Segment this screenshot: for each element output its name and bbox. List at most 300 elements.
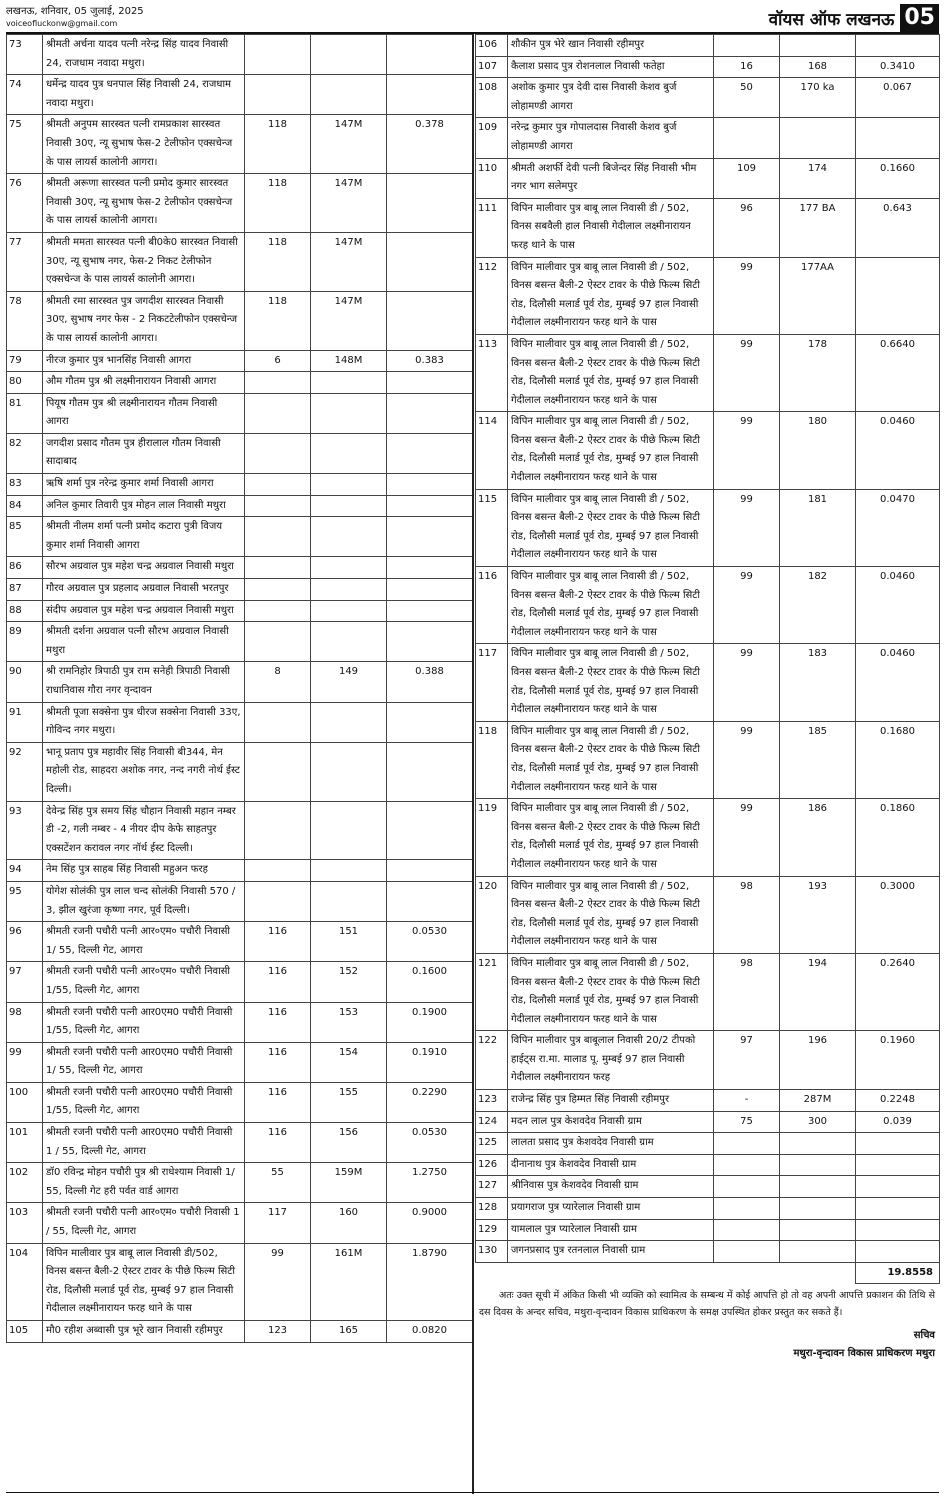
table-row <box>476 567 940 644</box>
area-hectare <box>387 702 473 742</box>
owner-details: श्रीमती दर्शना अग्रवाल पत्नी सौरभ अग्रवाल निवासी मथुरा <box>43 622 245 662</box>
khasra-no: 196 <box>780 1031 856 1090</box>
area-hectare: 0.1660 <box>856 158 940 198</box>
table-row <box>476 56 940 78</box>
khasra-no <box>780 1219 856 1241</box>
khasra-no: 174 <box>780 158 856 198</box>
table-row <box>7 474 473 496</box>
khasra-group: 99 <box>714 644 780 721</box>
owner-details: विपिन मालीवार पुत्र बाबू लाल निवासी डी/502, विनस बसन्त बैली-2 ऐस्टर टावर के पीछे फिल्म सिटी रोड, दिलौसी मलार्ड पूर्व रोड, मुम्बई 97 हाल निवासी गेदीलाल लक्ष्मीनारायन फरह थाने के पास <box>43 1243 245 1320</box>
khasra-group: 16 <box>714 56 780 78</box>
khasra-group: 118 <box>245 115 311 174</box>
area-hectare <box>387 742 473 801</box>
area-hectare: 0.3000 <box>856 876 940 953</box>
khasra-group <box>714 1198 780 1220</box>
khasra-group: 99 <box>714 257 780 334</box>
khasra-group <box>714 1241 780 1263</box>
area-hectare <box>387 291 473 350</box>
owner-details: श्रीनिवास पुत्र केशवदेव निवासी ग्राम <box>508 1176 714 1198</box>
serial-no: 74 <box>7 75 43 115</box>
khasra-no <box>311 35 387 75</box>
area-hectare: 0.388 <box>387 662 473 702</box>
left-table <box>6 34 473 1343</box>
table-row <box>476 1176 940 1198</box>
khasra-group <box>714 118 780 158</box>
area-hectare <box>387 801 473 860</box>
serial-no: 83 <box>7 474 43 496</box>
khasra-group <box>245 860 311 882</box>
serial-no: 106 <box>476 35 508 57</box>
khasra-no: 149 <box>311 662 387 702</box>
serial-no: 101 <box>7 1123 43 1163</box>
khasra-no: 178 <box>780 334 856 411</box>
footer-rule <box>6 1492 939 1493</box>
masthead <box>769 4 939 32</box>
table-row <box>476 1031 940 1090</box>
khasra-group: 116 <box>245 1082 311 1122</box>
owner-details: धर्मेन्द्र यादव पुत्र धनपाल सिंह निवासी 24, राजधाम नवादा मथुरा। <box>43 75 245 115</box>
owner-details: विपिन मालीवार पुत्र बाबूलाल निवासी 20/2 टीपको हाईट्स रा.मा. मालाड पू. मुम्बई 97 हाल निवासी गेदीलाल लक्ष्मीनारायन फरह <box>508 1031 714 1090</box>
owner-details: अनिल कुमार तिवारी पुत्र मोहन लाल निवासी मथुरा <box>43 495 245 517</box>
khasra-group <box>245 35 311 75</box>
table-row <box>476 644 940 721</box>
area-hectare <box>387 579 473 601</box>
khasra-no <box>311 75 387 115</box>
owner-details: देवेन्द्र सिंह पुत्र समय सिंह चौहान निवासी महान नम्बर डी -2, गली नम्बर - 4 नीयर दीप केफे साहतपुर एक्सटेंशन करावल नगर नॉर्थ ईस्ट दिल्ली। <box>43 801 245 860</box>
owner-details: प्रयागराज पुत्र प्यारेलाल निवासी ग्राम <box>508 1198 714 1220</box>
serial-no: 108 <box>476 78 508 118</box>
serial-no: 124 <box>476 1111 508 1133</box>
area-hectare <box>387 474 473 496</box>
khasra-no: 186 <box>780 799 856 876</box>
owner-details: श्रीमती ममता सारस्वत पत्नी बी0के0 सारस्वत निवासी 30ए, न्यू सुभाष नगर, फेस-2 निकट टेलीफोन एक्सचेन्ज के पास लायर्स कालोनी आगरा। <box>43 232 245 291</box>
serial-no: 94 <box>7 860 43 882</box>
table-row <box>7 801 473 860</box>
owner-details: विपिन मालीवार पुत्र बाबू लाल निवासी डी / 502, विनस बसन्त बैली-2 ऐस्टर टावर के पीछे फिल्म सिटी रोड, दिलौसी मलार्ड पूर्व रोड, मुम्बई 97 हाल निवासी गेदीलाल लक्ष्मीनारायन फरह थाने के पास <box>508 721 714 798</box>
table-row <box>7 1123 473 1163</box>
area-hectare: 0.0460 <box>856 412 940 489</box>
owner-details: श्रीमती अरूणा सारस्वत पत्नी प्रमोद कुमार सारस्वत निवासी 30ए, न्यू सुभाष फेस-2 टेलीफोन एक्सचेन्ज के पास लायर्स कालोनी आगरा। <box>43 174 245 233</box>
table-row <box>7 557 473 579</box>
khasra-no <box>311 557 387 579</box>
khasra-group: 97 <box>714 1031 780 1090</box>
owner-details: नरेन्द्र कुमार पुत्र गोपालदास निवासी केशव बुर्ज लोहामण्डी आगरा <box>508 118 714 158</box>
serial-no: 103 <box>7 1203 43 1243</box>
khasra-no: 177 BA <box>780 198 856 257</box>
khasra-group: 118 <box>245 291 311 350</box>
khasra-no <box>311 622 387 662</box>
khasra-no: 177AA <box>780 257 856 334</box>
khasra-group: 99 <box>245 1243 311 1320</box>
serial-no: 93 <box>7 801 43 860</box>
table-row <box>476 1219 940 1241</box>
owner-details: कैलाश प्रसाद पुत्र रोशनलाल निवासी फतेहा <box>508 56 714 78</box>
area-hectare <box>387 557 473 579</box>
khasra-no <box>311 474 387 496</box>
owner-details: विपिन मालीवार पुत्र बाबू लाल निवासी डी / 502, विनस बसन्त बैली-2 ऐस्टर टावर के पीछे फिल्म सिटी रोड, दिलौसी मलार्ड पूर्व रोड, मुम्बई 97 हाल निवासी गेदीलाल लक्ष्मीनारायन फरह थाने के पास <box>508 334 714 411</box>
area-hectare <box>856 1154 940 1176</box>
serial-no: 128 <box>476 1198 508 1220</box>
khasra-no: 170 ka <box>780 78 856 118</box>
owner-details: विपिन मालीवार पुत्र बाबू लाल निवासी डी / 502, विनस बसन्त बैली-2 ऐस्टर टावर के पीछे फिल्म सिटी रोड, दिलौसी मलार्ड पूर्व रोड, मुम्बई 97 हाल निवासी गेदीलाल लक्ष्मीनारायन फरह थाने के पास <box>508 953 714 1030</box>
serial-no: 110 <box>476 158 508 198</box>
owner-details: शौकीन पुत्र भेरे खान निवासी रहीमपुर <box>508 35 714 57</box>
left-column <box>6 34 472 1343</box>
khasra-group: 75 <box>714 1111 780 1133</box>
owner-details: श्रीमती नीलम शर्मा पत्नी प्रमोद कटारा पुत्री विजय कुमार शर्मा निवासी आगरा <box>43 517 245 557</box>
table-row <box>7 75 473 115</box>
area-hectare: 0.2640 <box>856 953 940 1030</box>
serial-no: 91 <box>7 702 43 742</box>
owner-details: विपिन मालीवार पुत्र बाबू लाल निवासी डी / 502, विनस बसन्त बैली-2 ऐस्टर टावर के पीछे फिल्म सिटी रोड, दिलौसी मलार्ड पूर्व रोड, मुम्बई 97 हाल निवासी गेदीलाल लक्ष्मीनारायन फरह थाने के पास <box>508 257 714 334</box>
area-hectare: 0.0460 <box>856 567 940 644</box>
area-hectare <box>387 495 473 517</box>
signatory-designation: सचिव <box>913 1330 935 1342</box>
khasra-group <box>245 433 311 473</box>
khasra-no <box>311 702 387 742</box>
area-hectare: 0.0460 <box>856 644 940 721</box>
area-hectare: 0.378 <box>387 115 473 174</box>
area-hectare <box>387 393 473 433</box>
khasra-group <box>714 1154 780 1176</box>
khasra-no <box>311 433 387 473</box>
serial-no: 115 <box>476 489 508 566</box>
khasra-no: 194 <box>780 953 856 1030</box>
owner-details: विपिन मालीवार पुत्र बाबू लाल निवासी डी / 502, विनस बसन्त बैली-2 ऐस्टर टावर के पीछे फिल्म सिटी रोड, दिलौसी मलार्ड पूर्व रोड, मुम्बई 97 हाल निवासी गेदीलाल लक्ष्मीनारायन फरह थाने के पास <box>508 412 714 489</box>
area-hectare: 0.9000 <box>387 1203 473 1243</box>
area-hectare <box>856 118 940 158</box>
area-hectare <box>387 174 473 233</box>
serial-no: 86 <box>7 557 43 579</box>
serial-no: 95 <box>7 881 43 921</box>
serial-no: 80 <box>7 372 43 394</box>
serial-no: 125 <box>476 1133 508 1155</box>
area-hectare: 1.8790 <box>387 1243 473 1320</box>
serial-no: 85 <box>7 517 43 557</box>
table-row <box>7 1042 473 1082</box>
khasra-group <box>245 742 311 801</box>
table-row <box>476 257 940 334</box>
khasra-group <box>245 393 311 433</box>
table-row <box>7 433 473 473</box>
khasra-group: 99 <box>714 567 780 644</box>
area-hectare: 0.067 <box>856 78 940 118</box>
serial-no: 99 <box>7 1042 43 1082</box>
khasra-group <box>245 622 311 662</box>
serial-no: 90 <box>7 662 43 702</box>
table-row <box>7 393 473 433</box>
table-row <box>7 35 473 75</box>
khasra-no <box>311 579 387 601</box>
area-hectare <box>856 1133 940 1155</box>
owner-details: जगदीश प्रसाद गौतम पुत्र हीरालाल गौतम निवासी सादाबाद <box>43 433 245 473</box>
table-row <box>476 412 940 489</box>
serial-no: 76 <box>7 174 43 233</box>
brand-name: वॉयस ऑफ लखनऊ <box>768 9 895 30</box>
table-row <box>476 953 940 1030</box>
dateline: लखनऊ, शनिवार, 05 जुलाई, 2025 <box>6 6 144 17</box>
total-row <box>476 1262 940 1284</box>
serial-no: 79 <box>7 350 43 372</box>
khasra-group <box>245 517 311 557</box>
owner-details: श्रीमती रजनी पचौरी पत्नी आर0एम0 पचौरी निवासी 1/ 55, दिल्ली गेट, आगरा <box>43 1042 245 1082</box>
khasra-group: 96 <box>714 198 780 257</box>
khasra-group: 123 <box>245 1321 311 1343</box>
serial-no: 98 <box>7 1002 43 1042</box>
serial-no: 117 <box>476 644 508 721</box>
serial-no: 82 <box>7 433 43 473</box>
khasra-group <box>245 75 311 115</box>
area-hectare <box>387 372 473 394</box>
khasra-group <box>714 1219 780 1241</box>
table-row <box>476 1133 940 1155</box>
table-row <box>7 622 473 662</box>
owner-details: ऋषि शर्मा पुत्र नरेन्द्र कुमार शर्मा निवासी आगरा <box>43 474 245 496</box>
table-row <box>476 489 940 566</box>
owner-details: दीनानाथ पुत्र केशवदेव निवासी ग्राम <box>508 1154 714 1176</box>
table-row <box>7 1203 473 1243</box>
area-hectare <box>856 1198 940 1220</box>
khasra-no: 287M <box>780 1090 856 1112</box>
khasra-group: 116 <box>245 1123 311 1163</box>
serial-no: 105 <box>7 1321 43 1343</box>
khasra-no: 168 <box>780 56 856 78</box>
khasra-no <box>311 881 387 921</box>
khasra-no <box>780 118 856 158</box>
owner-details: विपिन मालीवार पुत्र बाबू लाल निवासी डी / 502, विनस बसन्त बैली-2 ऐस्टर टावर के पीछे फिल्म सिटी रोड, दिलौसी मलार्ड पूर्व रोड, मुम्बई 97 हाल निवासी गेदीलाल लक्ष्मीनारायन फरह थाने के पास <box>508 644 714 721</box>
khasra-no <box>780 1198 856 1220</box>
owner-details: श्रीमती रजनी पचौरी पत्नी आर0एम0 पचौरी निवासी 1/55, दिल्ली गेट, आगरा <box>43 1002 245 1042</box>
serial-no: 120 <box>476 876 508 953</box>
khasra-no <box>311 517 387 557</box>
khasra-no: 147M <box>311 232 387 291</box>
owner-details: नीरज कुमार पुत्र भानसिंह निवासी आगरा <box>43 350 245 372</box>
table-row <box>7 517 473 557</box>
area-hectare <box>856 1219 940 1241</box>
serial-no: 88 <box>7 600 43 622</box>
khasra-group <box>714 35 780 57</box>
owner-details: जगनप्रसाद पुत्र रतनलाल निवासी ग्राम <box>508 1241 714 1263</box>
serial-no: 118 <box>476 721 508 798</box>
table-row <box>476 1241 940 1263</box>
serial-no: 126 <box>476 1154 508 1176</box>
khasra-no <box>311 495 387 517</box>
owner-details: श्रीमती रजनी पचौरी पत्नी आर०एम० पचौरी निवासी 1/ 55, दिल्ली गेट, आगरा <box>43 922 245 962</box>
area-hectare <box>856 1176 940 1198</box>
table-row <box>7 662 473 702</box>
table-row <box>476 1154 940 1176</box>
table-row <box>476 876 940 953</box>
khasra-no <box>780 35 856 57</box>
khasra-group: 118 <box>245 174 311 233</box>
khasra-group: - <box>714 1090 780 1112</box>
area-hectare <box>387 232 473 291</box>
area-hectare: 0.1960 <box>856 1031 940 1090</box>
owner-details: श्रीमती अर्चना यादव पत्नी नरेन्द्र सिंह यादव निवासी 24, राजधाम नवादा मथुरा। <box>43 35 245 75</box>
owner-details: श्रीमती रजनी पचौरी पत्नी आर0एम0 पचौरी निवासी 1 / 55, दिल्ली गेट, आगरा <box>43 1123 245 1163</box>
khasra-no: 165 <box>311 1321 387 1343</box>
khasra-group: 116 <box>245 1042 311 1082</box>
table-row <box>7 174 473 233</box>
khasra-no <box>780 1133 856 1155</box>
area-hectare <box>387 75 473 115</box>
total-value: 19.8558 <box>856 1262 940 1284</box>
serial-no: 111 <box>476 198 508 257</box>
khasra-group: 99 <box>714 721 780 798</box>
area-hectare: 0.1910 <box>387 1042 473 1082</box>
owner-details: श्रीमती रजनी पचौरी पत्नी आर०एम० पचौरी निवासी 1 / 55, दिल्ली गेट, आगरा <box>43 1203 245 1243</box>
khasra-no: 161M <box>311 1243 387 1320</box>
area-hectare: 0.2248 <box>856 1090 940 1112</box>
khasra-group: 98 <box>714 953 780 1030</box>
owner-details: मौ0 रहीश अब्वासी पुत्र भूरे खान निवासी रहीमपुर <box>43 1321 245 1343</box>
page-number: 05 <box>900 4 939 32</box>
table-row <box>7 1002 473 1042</box>
owner-details: राजेन्द्र सिंह पुत्र हिम्मत सिंह निवासी रहीमपुर <box>508 1090 714 1112</box>
serial-no: 77 <box>7 232 43 291</box>
serial-no: 129 <box>476 1219 508 1241</box>
serial-no: 122 <box>476 1031 508 1090</box>
area-hectare: 0.0530 <box>387 922 473 962</box>
khasra-no: 181 <box>780 489 856 566</box>
khasra-group <box>245 881 311 921</box>
table-row <box>7 702 473 742</box>
table-row <box>7 232 473 291</box>
table-row <box>7 600 473 622</box>
area-hectare <box>387 433 473 473</box>
owner-details: नेम सिंह पुत्र साहब सिंह निवासी महुअन फरह <box>43 860 245 882</box>
table-row <box>476 158 940 198</box>
khasra-group: 99 <box>714 334 780 411</box>
khasra-no: 160 <box>311 1203 387 1243</box>
serial-no: 75 <box>7 115 43 174</box>
serial-no: 113 <box>476 334 508 411</box>
serial-no: 73 <box>7 35 43 75</box>
khasra-no: 183 <box>780 644 856 721</box>
serial-no: 81 <box>7 393 43 433</box>
owner-details: श्रीमती रजनी पचौरी पत्नी आर0एम0 पचौरी निवासी 1/55, दिल्ली गेट, आगरा <box>43 1082 245 1122</box>
serial-no: 130 <box>476 1241 508 1263</box>
table-row <box>476 198 940 257</box>
owner-details: श्रीमती अनुपम सारस्वत पत्नी रामप्रकाश सारस्वत निवासी 30ए, न्यू सुभाष फेस-2 टेलीफोन एक्सचेन्ज के पास लायर्स कालोनी आगरा। <box>43 115 245 174</box>
owner-details: औम गौतम पुत्र श्री लक्ष्मीनारायन निवासी आगरा <box>43 372 245 394</box>
khasra-no <box>780 1154 856 1176</box>
owner-details: विपिन मालीवार पुत्र बाबू लाल निवासी डी / 502, विनस बसन्त बैली-2 ऐस्टर टावर के पीछे फिल्म सिटी रोड, दिलौसी मलार्ड पूर्व रोड, मुम्बई 97 हाल निवासी गेदीलाल लक्ष्मीनारायन फरह थाने के पास <box>508 489 714 566</box>
table-row <box>7 1163 473 1203</box>
table-row <box>476 334 940 411</box>
area-hectare <box>856 35 940 57</box>
serial-no: 123 <box>476 1090 508 1112</box>
khasra-group: 117 <box>245 1203 311 1243</box>
owner-details: पियूष गौतम पुत्र श्री लक्ष्मीनारायन गौतम निवासी आगरा <box>43 393 245 433</box>
area-hectare: 0.1600 <box>387 962 473 1002</box>
page-header <box>6 4 939 32</box>
table-row <box>7 495 473 517</box>
area-hectare: 0.1860 <box>856 799 940 876</box>
area-hectare: 0.643 <box>856 198 940 257</box>
serial-no: 89 <box>7 622 43 662</box>
right-table <box>475 34 940 1284</box>
khasra-group <box>245 600 311 622</box>
khasra-group <box>714 1133 780 1155</box>
khasra-group: 55 <box>245 1163 311 1203</box>
serial-no: 102 <box>7 1163 43 1203</box>
khasra-no: 180 <box>780 412 856 489</box>
khasra-group: 116 <box>245 1002 311 1042</box>
khasra-no: 148M <box>311 350 387 372</box>
serial-no: 109 <box>476 118 508 158</box>
serial-no: 107 <box>476 56 508 78</box>
serial-no: 114 <box>476 412 508 489</box>
serial-no: 100 <box>7 1082 43 1122</box>
area-hectare: 0.1900 <box>387 1002 473 1042</box>
table-row <box>476 78 940 118</box>
khasra-no: 193 <box>780 876 856 953</box>
area-hectare: 0.0530 <box>387 1123 473 1163</box>
serial-no: 119 <box>476 799 508 876</box>
serial-no: 116 <box>476 567 508 644</box>
objection-notice: अतः उक्त सूची में अंकित किसी भी व्यक्ति को स्वामित्व के सम्बन्ध में कोई आपत्ति हो तो वह अपनी आपत्ति प्रकाशन की तिथि से दस दिवस के अन्दर सचिव, मथुरा-वृन्दावन विकास प्राधिकरण के समक्ष उपस्थित होकर प्रस्तुत कर सकते हैं। <box>479 1290 935 1318</box>
khasra-group <box>245 557 311 579</box>
khasra-no: 147M <box>311 174 387 233</box>
dateline-block <box>6 6 144 30</box>
table-row <box>7 579 473 601</box>
table-row <box>7 291 473 350</box>
owner-details: श्रीमती रजनी पचौरी पत्नी आर०एम० पचौरी निवासी 1/55, दिल्ली गेट, आगरा <box>43 962 245 1002</box>
khasra-no: 147M <box>311 115 387 174</box>
khasra-group: 6 <box>245 350 311 372</box>
khasra-group <box>245 372 311 394</box>
table-row <box>476 721 940 798</box>
khasra-no: 300 <box>780 1111 856 1133</box>
area-hectare: 0.3410 <box>856 56 940 78</box>
khasra-group <box>245 579 311 601</box>
serial-no: 104 <box>7 1243 43 1320</box>
khasra-group <box>245 495 311 517</box>
serial-no: 121 <box>476 953 508 1030</box>
owner-details: श्रीमती अशर्फी देवी पत्नी बिजेन्दर सिंह निवासी भीम नगर भाग सलेमपुर <box>508 158 714 198</box>
serial-no: 96 <box>7 922 43 962</box>
khasra-no: 182 <box>780 567 856 644</box>
khasra-group: 50 <box>714 78 780 118</box>
table-row <box>7 1243 473 1320</box>
owner-details: भानू प्रताप पुत्र महावीर सिंह निवासी बी344, मेन महोली रोड, साहदरा अशोक नगर, नन्द नगरी नोर्थ ईस्ट दिल्ली। <box>43 742 245 801</box>
khasra-group: 99 <box>714 799 780 876</box>
khasra-no <box>311 372 387 394</box>
owner-details: विपिन मालीवार पुत्र बाबू लाल निवासी डी / 502, विनस बसन्त बैली-2 ऐस्टर टावर के पीछे फिल्म सिटी रोड, दिलौसी मलार्ड पूर्व रोड, मुम्बई 97 हाल निवासी गेदीलाल लक्ष्मीनारायन फरह थाने के पास <box>508 799 714 876</box>
owner-details: योगेश सोलंकी पुत्र लाल चन्द सोलंकी निवासी 570 / 3, झील खुरंजा कृष्णा नगर, पूर्व दिल्ली। <box>43 881 245 921</box>
area-hectare <box>387 35 473 75</box>
area-hectare: 0.6640 <box>856 334 940 411</box>
area-hectare <box>387 622 473 662</box>
khasra-no: 155 <box>311 1082 387 1122</box>
table-row <box>476 1090 940 1112</box>
table-row <box>476 118 940 158</box>
area-hectare: 0.383 <box>387 350 473 372</box>
table-row <box>7 962 473 1002</box>
khasra-no <box>780 1176 856 1198</box>
signatory-authority: मथुरा-वृन्दावन विकास प्राधिकरण मथुरा <box>793 1348 935 1360</box>
owner-details: मदन लाल पुत्र केशवदेव निवासी ग्राम <box>508 1111 714 1133</box>
owner-details: श्री रामनिहोर त्रिपाठी पुत्र राम सनेही त्रिपाठी निवासी राधानिवास गौरा नगर वृन्दावन <box>43 662 245 702</box>
khasra-group: 98 <box>714 876 780 953</box>
table-row <box>7 742 473 801</box>
khasra-group: 116 <box>245 962 311 1002</box>
owner-details: डॉ0 रविन्द्र मोहन पचौरी पुत्र श्री राधेश्याम निवासी 1/ 55, दिल्ली गेट हरी पर्वत वार्ड आगरा <box>43 1163 245 1203</box>
area-hectare <box>856 1241 940 1263</box>
khasra-group: 99 <box>714 489 780 566</box>
area-hectare <box>387 600 473 622</box>
